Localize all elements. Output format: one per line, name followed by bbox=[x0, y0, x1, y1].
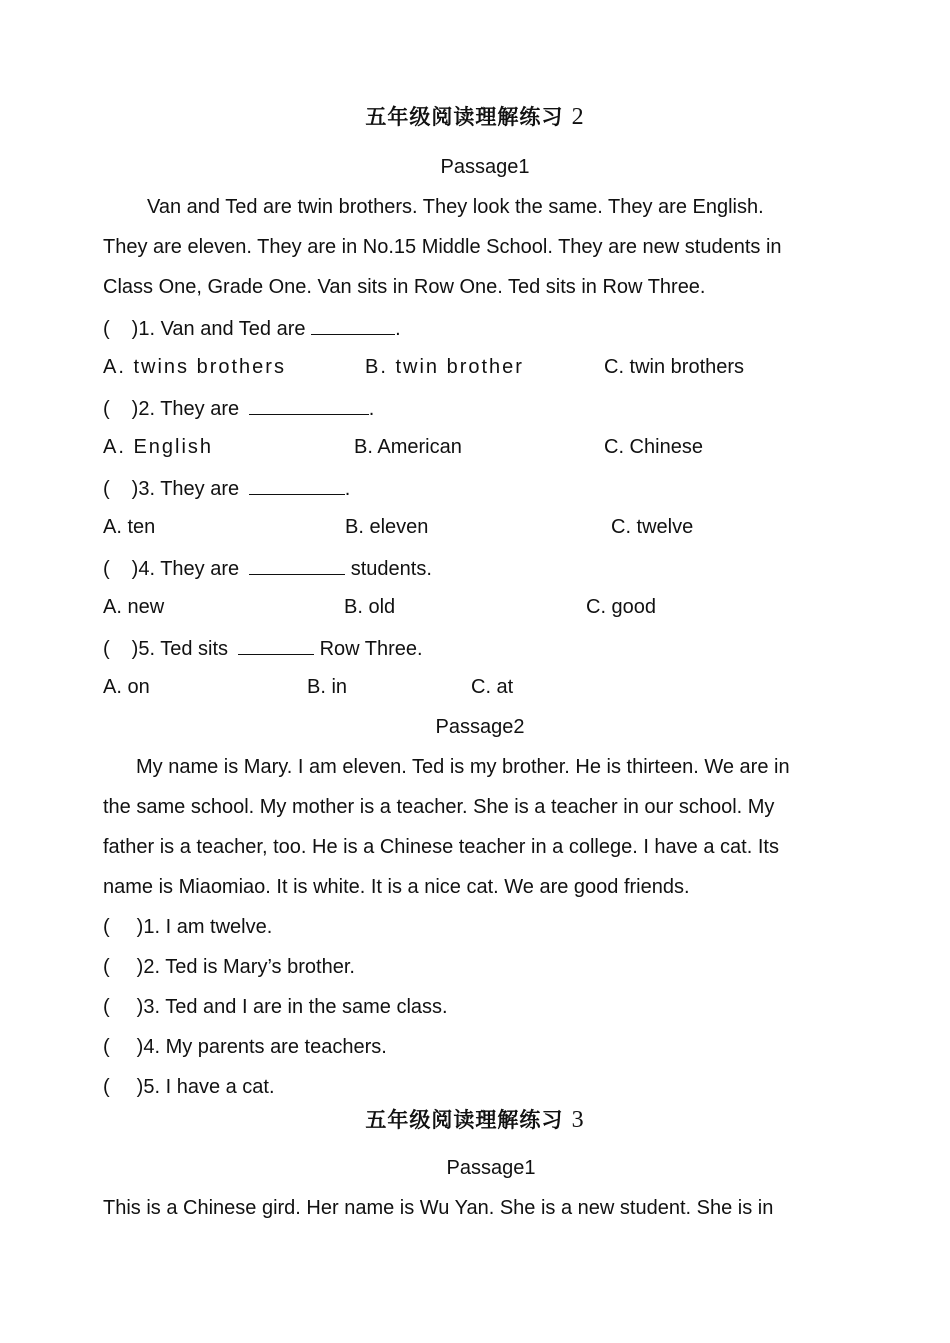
option-c: C. twelve bbox=[611, 516, 694, 538]
answer-blank[interactable] bbox=[249, 555, 345, 575]
answer-blank[interactable] bbox=[311, 315, 395, 335]
question-5: ( )5. Ted sits Row Three. bbox=[103, 635, 423, 659]
option-c: C. twin brothers bbox=[604, 356, 745, 378]
statement-5: ( )5. I have a cat. bbox=[103, 1076, 275, 1098]
passage-1-text-line: Van and Ted are twin brothers. They look the same. They are English. bbox=[147, 196, 764, 218]
passage-2-text-line: My name is Mary. I am eleven. Ted is my brother. He is thirteen. We are in bbox=[136, 756, 790, 778]
statement-2: ( )2. Ted is Mary’s brother. bbox=[103, 956, 355, 978]
option-a: A. ten bbox=[103, 516, 156, 538]
option-c: C. at bbox=[471, 676, 514, 698]
option-c: C. good bbox=[586, 596, 657, 618]
option-a: A. English bbox=[103, 436, 214, 458]
option-a: A. on bbox=[103, 676, 150, 698]
option-b: B. old bbox=[344, 596, 396, 618]
passage-2-text-line: the same school. My mother is a teacher. She is a teacher in our school. My bbox=[103, 796, 775, 818]
statement-1: ( )1. I am twelve. bbox=[103, 916, 273, 938]
question-3: ( )3. They are . bbox=[103, 475, 350, 499]
passage-1-text-line: Class One, Grade One. Van sits in Row One. Ted sits in Row Three. bbox=[103, 276, 706, 298]
exercise-3-passage-1-text-line: This is a Chinese gird. Her name is Wu Yan. She is a new student. She is in bbox=[103, 1197, 774, 1219]
answer-blank[interactable] bbox=[249, 395, 369, 415]
option-b: B. eleven bbox=[345, 516, 429, 538]
passage-2-text-line: father is a teacher, too. He is a Chinese teacher in a college. I have a cat. Its bbox=[103, 836, 779, 858]
option-b: B. in bbox=[307, 676, 348, 698]
statement-4: ( )4. My parents are teachers. bbox=[103, 1036, 387, 1058]
question-2: ( )2. They are . bbox=[103, 395, 374, 419]
question-4: ( )4. They are students. bbox=[103, 555, 432, 579]
passage-1-text-line: They are eleven. They are in No.15 Middle School. They are new students in bbox=[103, 236, 782, 258]
exercise-3-passage-1-heading: Passage1 bbox=[446, 1157, 536, 1179]
exercise-3-title: 五年级阅读理解练习 3 bbox=[365, 1107, 585, 1133]
passage-2-heading: Passage2 bbox=[435, 716, 525, 738]
exercise-2-title: 五年级阅读理解练习 2 bbox=[365, 104, 585, 130]
option-c: C. Chinese bbox=[604, 436, 703, 458]
option-b: B. twin brother bbox=[365, 356, 524, 378]
option-a: A. new bbox=[103, 596, 165, 618]
passage-1-heading: Passage1 bbox=[440, 156, 530, 178]
passage-2-text-line: name is Miaomiao. It is white. It is a nice cat. We are good friends. bbox=[103, 876, 690, 898]
option-a: A. twins brothers bbox=[103, 356, 286, 378]
statement-3: ( )3. Ted and I are in the same class. bbox=[103, 996, 448, 1018]
answer-blank[interactable] bbox=[249, 475, 345, 495]
answer-blank[interactable] bbox=[238, 635, 314, 655]
option-b: B. American bbox=[354, 436, 462, 458]
question-1: ( )1. Van and Ted are . bbox=[103, 315, 401, 339]
